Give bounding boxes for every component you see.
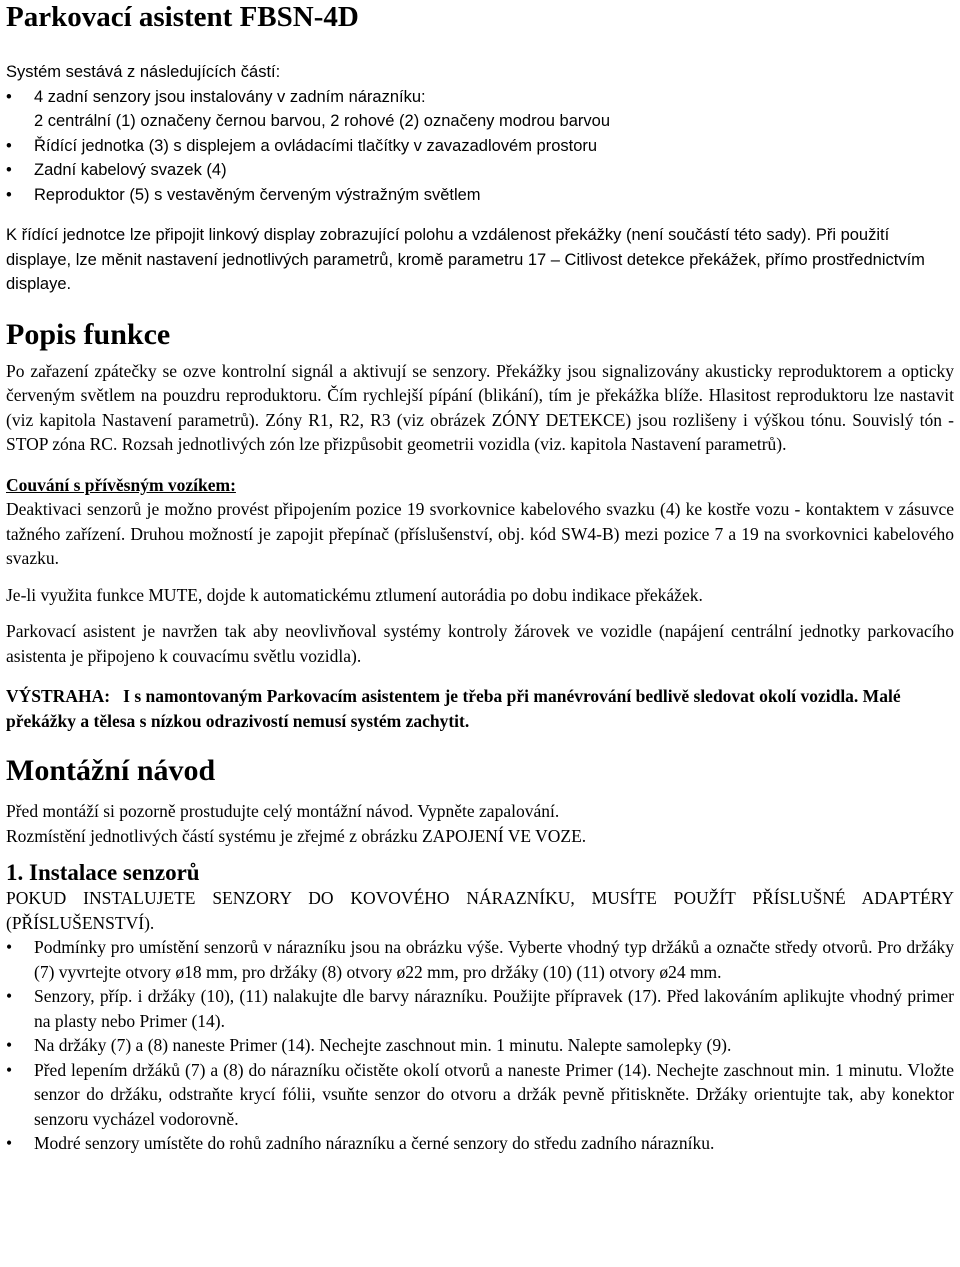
- design-paragraph: Parkovací asistent je navržen tak aby neovlivňoval systémy kontroly žárovek ve vozidle (napájení centrální jednotky parkovacího asistenta je připojeno k couvacímu světlu vozidla).: [6, 621, 954, 666]
- system-subline: 2 centrální (1) označeny černou barvou, 2 rohové (2) označeny modrou barvou: [34, 112, 610, 130]
- list-item: • Na držáky (7) a (8) naneste Primer (14). Nechejte zaschnout min. 1 minutu. Nalepte samolepky (9).: [6, 1033, 954, 1058]
- montaz-intro-line2: Rozmístění jednotlivých částí systému je zřejmé z obrázku ZAPOJENÍ VE VOZE.: [6, 825, 587, 846]
- section-heading-montaz: Montážní návod: [6, 754, 216, 787]
- list-item: • Senzory, příp. i držáky (10), (11) nalakujte dle barvy nárazníku. Použijte přípravek (17). Před lakováním aplikujte vhodný primer na plasty nebo Primer (14).: [6, 986, 954, 1031]
- list-item: • 4 zadní senzory jsou instalovány v zadním nárazníku:: [6, 85, 954, 110]
- bullet-icon: •: [6, 185, 12, 204]
- bullet-icon: •: [6, 1059, 13, 1080]
- list-item: • Před lepením držáků (7) a (8) do nárazníku očistěte okolí otvorů a naneste Primer (14). Nechejte zaschnout min. 1 minutu. Vložte senzor do držáku, odstraňte krycí fólii, vsuňte senzor do otvoru a držák pevně přitiskněte. Držáky orientujte tak, aby konektor senzoru vycházel vodorovně.: [6, 1059, 954, 1129]
- bullet-icon: •: [6, 937, 13, 957]
- system-intro: Systém sestává z následujících částí:: [6, 63, 281, 81]
- list-item: • Podmínky pro umístění senzorů v nárazníku jsou na obrázku výše. Vyberte vhodný typ držáků a označte středy otvorů. Pro držáky (7) vyvrtejte otvory ø18 mm, pro držáky (8) otvory ø22 mm, pro držáky (10) (11) otvory ø24 mm.: [6, 937, 954, 982]
- warning-paragraph: [6, 684, 954, 733]
- bullet-icon: •: [6, 87, 12, 106]
- bullet-icon: •: [6, 136, 12, 155]
- mute-paragraph: Je-li využita funkce MUTE, dojde k automatickému ztlumení autorádia po dobu indikace překážek.: [6, 584, 703, 605]
- system-parts-block: [6, 60, 954, 207]
- bullet-icon: •: [6, 1133, 13, 1153]
- warning-text: I s namontovaným Parkovacím asistentem je třeba při manévrování bedlivě sledovat okolí vozidla. Malé překážky a tělesa s nízkou odrazivostí nemusí systém zachytit.: [6, 686, 901, 731]
- list-item: • Modré senzory umístěte do rohů zadního nárazníku a černé senzory do středu zadního nárazníku.: [6, 1131, 954, 1156]
- warning-label: VÝSTRAHA:: [6, 686, 111, 706]
- install-caps-note: POKUD INSTALUJETE SENZORY DO KOVOVÉHO NÁRAZNÍKU, MUSÍTE POUŽÍT PŘÍSLUŠNÉ ADAPTÉRY (PŘÍSLUŠENSTVÍ).: [6, 888, 954, 933]
- bullet-icon: •: [6, 986, 13, 1006]
- system-parts-list: [6, 85, 954, 208]
- install-heading: 1. Instalace senzorů: [6, 860, 200, 885]
- montaz-intro-line1: Před montáží si pozorně prostudujte celý montážní návod. Vypněte zapalování.: [6, 801, 560, 821]
- install-steps-list: [6, 935, 954, 1156]
- list-item: • Reproduktor (5) s vestavěným červeným výstražným světlem: [6, 183, 954, 208]
- display-paragraph: K řídící jednotce lze připojit linkový display zobrazující polohu a vzdálenost překážky (není součástí této sady). Při použití displaye, lze měnit nastavení jednotlivých parametrů, kromě parametru 17 – Citlivost detekce překážek, přímo prostřednictvím displaye.: [6, 226, 925, 293]
- page-title: Parkovací asistent FBSN-4D: [6, 1, 359, 33]
- section-heading-popis: Popis funkce: [6, 317, 171, 351]
- list-item: • Řídící jednotka (3) s displejem a ovládacími tlačítky v zavazadlovém prostoru: [6, 134, 954, 159]
- popis-paragraph: Po zařazení zpátečky se ozve kontrolní signál a aktivují se senzory. Překážky jsou signalizovány akusticky reproduktorem a opticky červeným světlem na pouzdru reproduktoru. Čím rychlejší pípání (blikání), tím je překážka blíže. Hlasitost reproduktoru lze nastavit (viz kapitola Nastavení parametrů). Zóny R1, R2, R3 (viz obrázek ZÓNY DETEKCE) jsou rozlišeny i výškou tónu. Souvislý tón - STOP zóna RC. Rozsah jednotlivých zón lze přizpůsobit geometrii vozidla (viz. kapitola Nastavení parametrů).: [6, 360, 954, 454]
- bullet-icon: •: [6, 161, 12, 179]
- bullet-icon: •: [6, 1035, 13, 1055]
- trailer-heading: Couvání s přívěsným vozíkem:: [6, 474, 236, 495]
- list-item: • Zadní kabelový svazek (4): [6, 158, 954, 183]
- list-item: [6, 109, 954, 134]
- trailer-paragraph: Deaktivaci senzorů je možno provést připojením pozice 19 svorkovnice kabelového svazku (4) ke kostře vozu - kontaktem v zásuvce tažného zařízení. Druhou možností je zapojit přepínač (příslušenství, obj. kód SW4-B) mezi pozice 7 a 19 na svorkovnici kabelového svazku.: [6, 499, 954, 568]
